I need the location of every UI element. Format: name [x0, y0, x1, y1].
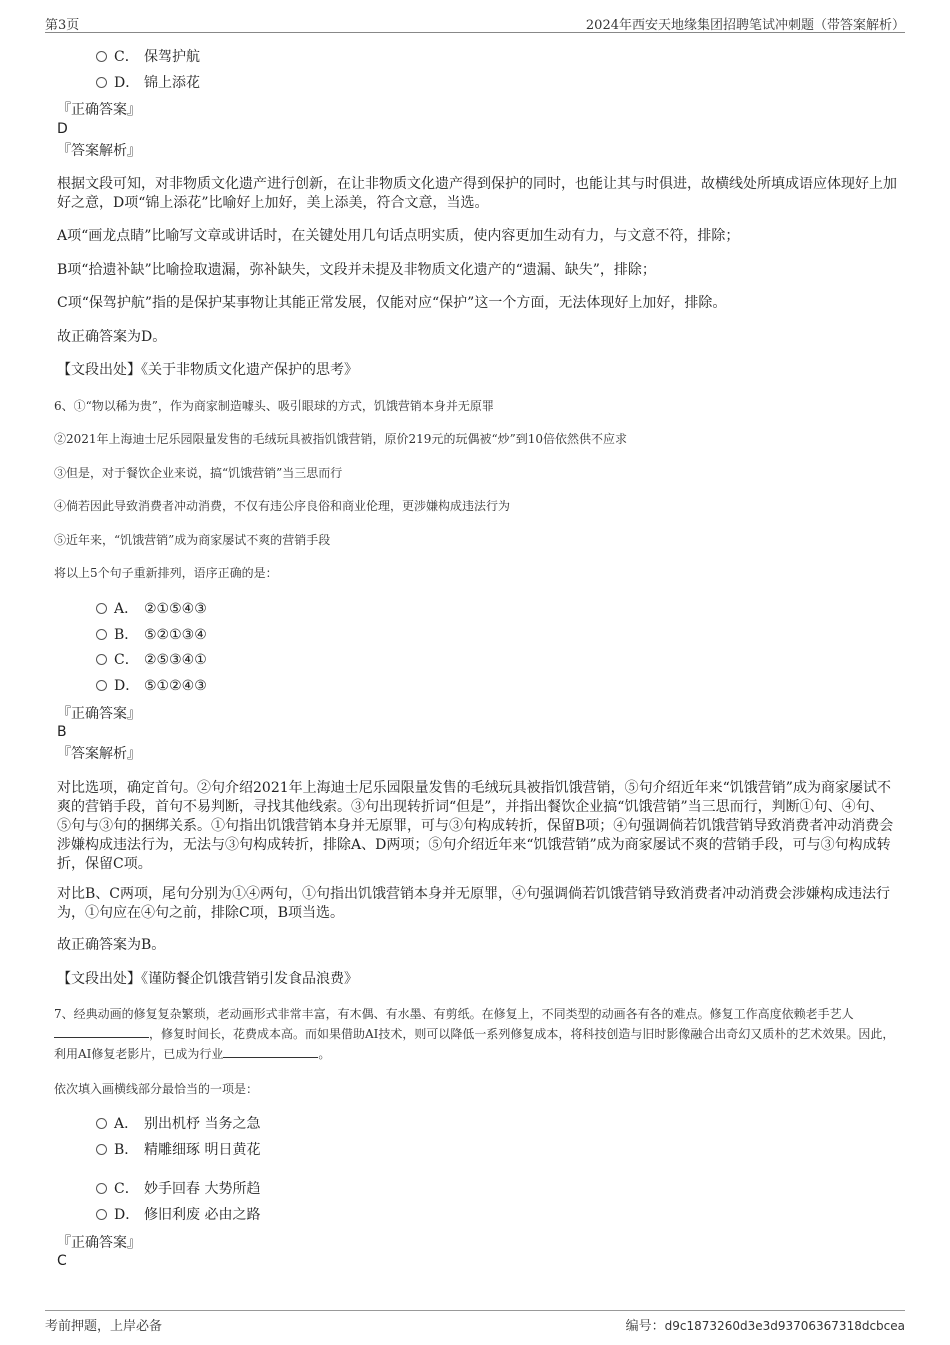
q7-prompt: 依次填入画横线部分最恰当的一项是：	[54, 1082, 259, 1096]
q5-analysis-paragraph: 故正确答案为D。	[57, 329, 167, 345]
q7-option-d[interactable]: D． 修旧利废 必由之路	[96, 1206, 260, 1224]
q6-option-a[interactable]: A． ②①⑤④③	[96, 600, 207, 618]
radio-icon[interactable]	[96, 654, 107, 665]
q7-option-a[interactable]: A． 别出机杼 当务之急	[96, 1115, 260, 1133]
q6-option-d[interactable]: D． ⑤①②④③	[96, 677, 207, 695]
fill-blank	[54, 1025, 149, 1038]
document-code: 编号：d9c1873260d3e3d93706367318dcbcea	[625, 1319, 905, 1334]
radio-icon[interactable]	[96, 629, 107, 640]
q6-stem-line: ⑤近年来，“饥饿营销”成为商家屡试不爽的营销手段	[54, 533, 331, 547]
q6-analysis-paragraph: 对比选项，确定首句。②句介绍2021年上海迪士尼乐园限量发售的毛绒玩具被指饥饿营销，⑤句介绍近年来“饥饿营销”成为商家屡试不爽的营销手段，首句不易判断，寻找其他线索。③句出现转折词“但是”，并指出餐饮企业搞“饥饿营销”当三思而行，判断①句、④句、⑤句与③句的捆绑关系。①句指出饥饿营销本身并无原罪，可与③句构成转折，保留B项；④句强调倘若饥饿营销导致消费者冲动消费会涉嫌构成违法行为，无法与③句构成转折，排除A、D两项；⑤句介绍近年来“饥饿营销”成为商家屡试不爽的营销手段，可与③句构成转折，保留C项。	[57, 780, 894, 872]
q6-prompt: 将以上5个句子重新排列，语序正确的是：	[54, 566, 278, 580]
q6-stem-line: ②2021年上海迪士尼乐园限量发售的毛绒玩具被指饥饿营销，原价219元的玩偶被“炒”到10倍依然供不应求	[54, 432, 627, 446]
q7-answer-label: 『正确答案』	[57, 1235, 141, 1251]
page-number: 第3页	[45, 18, 80, 33]
radio-icon[interactable]	[96, 680, 107, 691]
q6-source: 【文段出处】《谨防餐企饥饿营销引发食品浪费》	[57, 971, 358, 987]
q6-option-c[interactable]: C． ②⑤③④①	[96, 651, 207, 669]
radio-icon[interactable]	[96, 1209, 107, 1220]
footer-slogan: 考前押题，上岸必备	[45, 1319, 163, 1334]
q5-option-d[interactable]: D． 锦上添花	[96, 74, 200, 92]
q5-answer-label: 『正确答案』	[57, 102, 141, 118]
q6-option-b[interactable]: B． ⑤②①③④	[96, 626, 207, 644]
q6-stem-line: ③但是，对于餐饮企业来说，搞“饥饿营销”当三思而行	[54, 466, 343, 480]
radio-icon[interactable]	[96, 1118, 107, 1129]
q5-analysis-paragraph: 根据文段可知，对非物质文化遗产进行创新，在让非物质文化遗产得到保护的同时，也能让其与时俱进，故横线处所填成语应体现好上加好之意，D项“锦上添花”比喻好上加好，美上添美，符合文意，当选。	[57, 176, 897, 211]
q6-answer-label: 『正确答案』	[57, 706, 141, 722]
radio-icon[interactable]	[96, 1144, 107, 1155]
radio-icon[interactable]	[96, 1183, 107, 1194]
q5-analysis-label: 『答案解析』	[57, 143, 141, 159]
fill-blank	[223, 1045, 318, 1058]
page-header	[45, 12, 905, 33]
q6-answer: B	[57, 724, 67, 740]
q5-analysis-paragraph: B项“拾遗补缺”比喻捡取遗漏，弥补缺失，文段并未提及非物质文化遗产的“遗漏、缺失”，排除；	[57, 262, 656, 278]
q6-analysis-paragraph: 故正确答案为B。	[57, 937, 166, 953]
radio-icon[interactable]	[96, 603, 107, 614]
q5-analysis-paragraph: A项“画龙点睛”比喻写文章或讲话时，在关键处用几句话点明实质，使内容更加生动有力，与文意不符，排除；	[57, 228, 740, 244]
q7-stem: 7、经典动画的修复复杂繁琐，老动画形式非常丰富，有木偶、有水墨、有剪纸。在修复上，不同类型的动画各有各的难点。修复工作高度依赖老手艺人，修复时间长，花费成本高。而如果借助AI技术，则可以降低一系列修复成本，将科技创造与旧时影像融合出奇幻又质朴的艺术效果。因此，利用AI修复老影片，已成为行业 。	[54, 1007, 895, 1061]
q5-option-c[interactable]: C． 保驾护航	[96, 48, 200, 66]
q6-analysis-paragraph: 对比B、C两项，尾句分别为①④两句，①句指出饥饿营销本身并无原罪，④句强调倘若饥饿营销导致消费者冲动消费会涉嫌构成违法行为，①句应在④句之前，排除C项，B项当选。	[57, 886, 890, 921]
q6-stem-line: ④倘若因此导致消费者冲动消费，不仅有违公序良俗和商业伦理，更涉嫌构成违法行为	[54, 499, 511, 513]
q5-analysis-paragraph: C项“保驾护航”指的是保护某事物让其能正常发展，仅能对应“保护”这一个方面，无法体现好上加好，排除。	[57, 295, 727, 311]
q5-source: 【文段出处】《关于非物质文化遗产保护的思考》	[57, 362, 358, 378]
q6-stem-line: 6、①“物以稀为贵”，作为商家制造噱头、吸引眼球的方式，饥饿营销本身并无原罪	[54, 399, 494, 413]
q7-option-b[interactable]: B． 精雕细琢 明日黄花	[96, 1141, 260, 1159]
q7-answer: C	[57, 1253, 67, 1269]
q7-option-c[interactable]: C． 妙手回春 大势所趋	[96, 1180, 260, 1198]
radio-icon[interactable]	[96, 77, 107, 88]
document-title: 2024年西安天地缘集团招聘笔试冲刺题（带答案解析）	[585, 18, 905, 33]
q5-answer: D	[57, 121, 68, 137]
page-footer	[45, 1310, 905, 1335]
q6-analysis-label: 『答案解析』	[57, 746, 141, 762]
radio-icon[interactable]	[96, 51, 107, 62]
